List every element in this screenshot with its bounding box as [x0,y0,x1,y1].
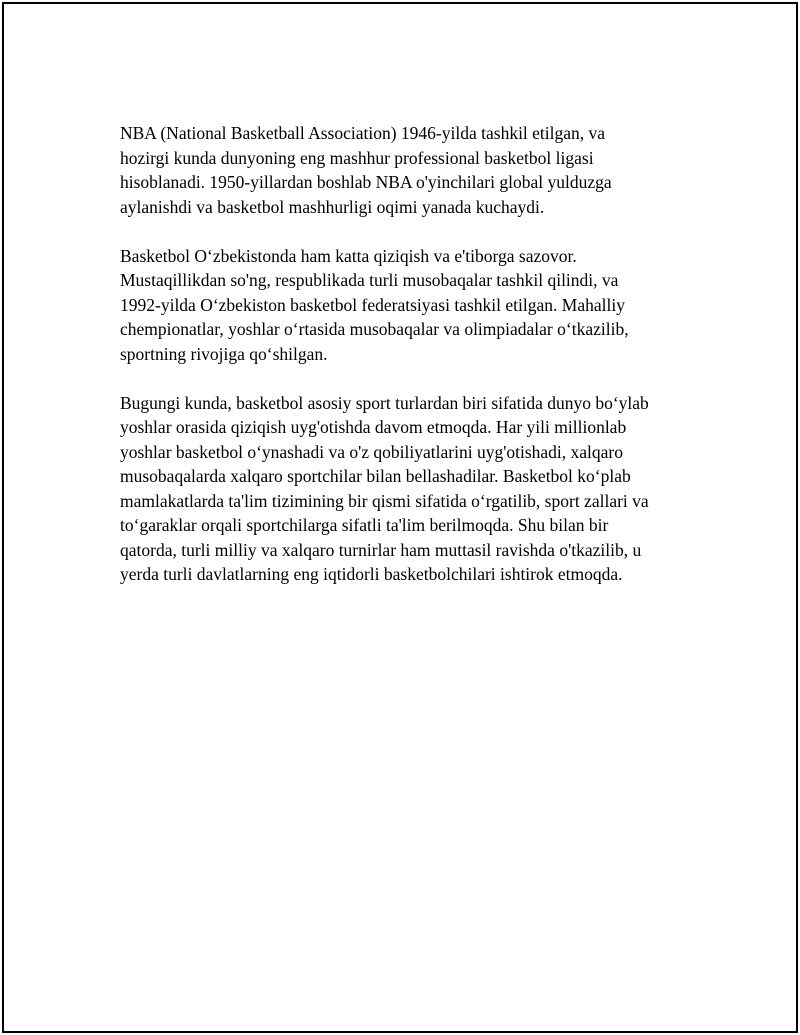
paragraph-basketball-uzbekistan: Basketbol O‘zbekistonda ham katta qiziqish va e'tiborga sazovor. Mustaqillikdan so'ng, respublikada turli musobaqalar tashkil qilindi, va 1992-yilda O‘zbekiston basketbol federatsiyasi tashkil etilgan. Mahalliy chempionatlar, yoshlar o‘rtasida musobaqalar va olimpiadalar o‘tkazilib, sportning rivojiga qo‘shilgan. [120,245,629,364]
paragraph-basketball-today: Bugungi kunda, basketbol asosiy sport turlardan biri sifatida dunyo bo‘ylab yoshlar orasida qiziqish uyg'otishda davom etmoqda. Har yili millionlab yoshlar basketbol o‘ynashadi va o'z qobiliyatlarini uyg'otishadi, xalqaro musobaqalarda xalqaro sportchilar bilan bellashadilar. Basketbol ko‘plab mamlakatlarda ta'lim tizimining bir qismi sifatida o‘rgatilib, sport zallari va to‘garaklar orqali sportchilarga sifatli ta'lim berilmoqda. Shu bilan bir qatorda, turli milliy va xalqaro turnirlar ham muttasil ravishda o'tkazilib, u yerda turli davlatlarning eng iqtidorli basketbolchilari ishtirok etmoqda. [120,392,649,584]
document-body [120,121,710,611]
paragraph-nba-history: NBA (National Basketball Association) 1946-yilda tashkil etilgan, va hozirgi kunda dunyoning eng mashhur professional basketbol ligasi hisoblanadi. 1950-yillardan boshlab NBA o'yinchilari global yulduzga aylanishdi va basketbol mashhurligi oqimi yanada kuchaydi. [120,123,612,217]
document-page [2,2,798,1033]
